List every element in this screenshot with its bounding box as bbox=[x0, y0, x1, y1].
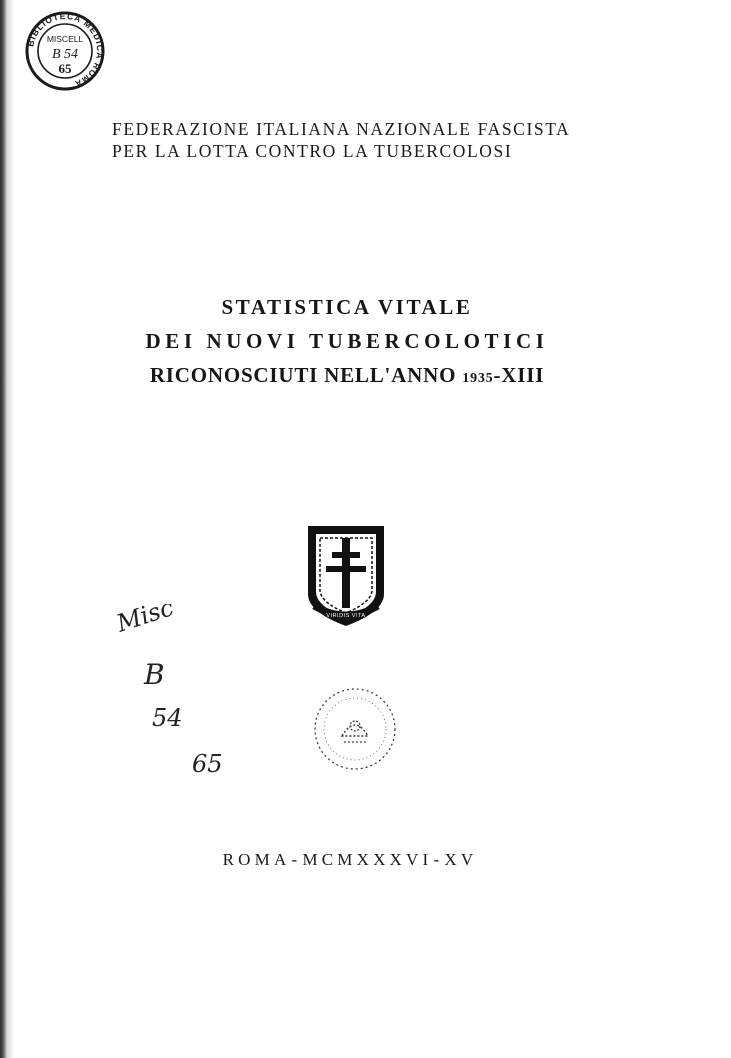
imprint-era: XV bbox=[444, 850, 478, 869]
federation-heading bbox=[112, 118, 672, 162]
title-line-2: DEI NUOVI TUBERCOLOTICI bbox=[145, 329, 549, 353]
title-year: 1935 bbox=[462, 371, 494, 386]
federation-line-1: FEDERAZIONE ITALIANA NAZIONALE FASCISTA bbox=[112, 119, 571, 139]
handwritten-letter: B bbox=[144, 658, 165, 691]
imprint-city: ROMA bbox=[222, 850, 291, 869]
title-line-3-text: RICONOSCIUTI NELL'ANNO bbox=[149, 363, 457, 387]
stamp-number: 65 bbox=[58, 61, 72, 76]
title-line-1: STATISTICA VITALE bbox=[221, 295, 473, 319]
handwritten-shelfmark bbox=[104, 604, 234, 784]
cross-of-lorraine-shield-icon bbox=[304, 524, 388, 628]
scan-page-edge bbox=[0, 0, 14, 1058]
title-era: -XIII bbox=[493, 363, 545, 387]
document-title bbox=[112, 290, 582, 396]
stamp-collection: MISCELL bbox=[46, 34, 84, 44]
stamp-ring-text: BIBLIOTECA MEDICA ROMA bbox=[25, 10, 106, 90]
embossed-seal-icon bbox=[310, 684, 400, 774]
handwritten-shelf: 54 bbox=[152, 704, 183, 732]
imprint: ROMA-MCMXXXVI-XV bbox=[222, 850, 478, 869]
handwritten-number: 65 bbox=[192, 750, 223, 778]
stamp-shelf-mark: B 54 bbox=[51, 47, 79, 62]
imprint-year: MCMXXXVI bbox=[302, 850, 433, 869]
federation-line-2: PER LA LOTTA CONTRO LA TUBERCOLOSI bbox=[112, 141, 513, 161]
title-line-3 bbox=[112, 358, 582, 396]
handwritten-misc: Misc bbox=[113, 604, 178, 638]
emblem-motto: VIRIDIS VITA bbox=[326, 613, 366, 619]
library-stamp bbox=[24, 10, 106, 92]
